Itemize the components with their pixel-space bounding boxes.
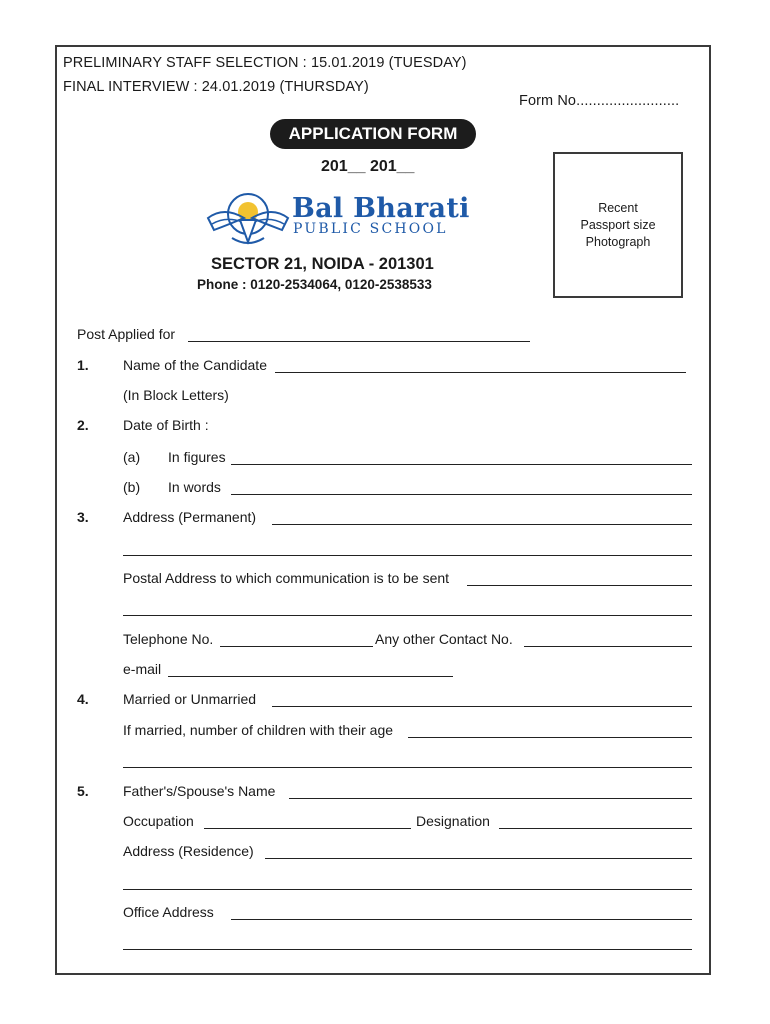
post-applied-field[interactable] <box>188 341 530 342</box>
designation-label: Designation <box>416 813 490 829</box>
form-title: APPLICATION FORM <box>270 119 476 149</box>
residence-address-label: Address (Residence) <box>123 843 254 859</box>
school-name: Bal Bharati <box>292 193 470 224</box>
father-spouse-name-label: Father's/Spouse's Name <box>123 783 276 799</box>
residence-address-field-2[interactable] <box>123 889 692 890</box>
email-field[interactable] <box>168 676 453 677</box>
postal-address-field[interactable] <box>467 585 692 586</box>
school-subtitle: PUBLIC SCHOOL <box>293 221 448 237</box>
other-contact-label: Any other Contact No. <box>375 631 513 647</box>
block-letters-note: (In Block Letters) <box>123 387 229 403</box>
item-number-5: 5. <box>77 783 89 799</box>
item-number-2: 2. <box>77 417 89 433</box>
postal-address-label: Postal Address to which communication is to be sent <box>123 570 450 586</box>
residence-address-field[interactable] <box>265 858 692 859</box>
item-number-4: 4. <box>77 691 89 707</box>
office-address-field[interactable] <box>231 919 692 920</box>
dob-b-marker: (b) <box>123 479 141 495</box>
dob-words-label: In words <box>168 479 221 495</box>
dob-label: Date of Birth : <box>123 417 209 433</box>
photo-label-line1: Recent <box>598 201 638 215</box>
dob-figures-field[interactable] <box>231 464 692 465</box>
email-label: e-mail <box>123 661 162 677</box>
form-number: Form No......................... <box>519 93 680 109</box>
father-spouse-name-field[interactable] <box>289 798 692 799</box>
occupation-label: Occupation <box>123 813 194 829</box>
item-number-3: 3. <box>77 509 89 525</box>
telephone-field[interactable] <box>220 646 373 647</box>
dob-a-marker: (a) <box>123 449 141 465</box>
marital-status-field[interactable] <box>272 706 692 707</box>
photo-label-line3: Photograph <box>585 235 651 249</box>
children-label: If married, number of children with their age <box>123 722 394 738</box>
candidate-name-label: Name of the Candidate <box>123 357 267 373</box>
school-address: SECTOR 21, NOIDA - 201301 <box>211 255 434 273</box>
telephone-label: Telephone No. <box>123 631 214 647</box>
other-contact-field[interactable] <box>524 646 692 647</box>
candidate-name-field[interactable] <box>275 372 686 373</box>
dob-words-field[interactable] <box>231 494 692 495</box>
post-applied-label: Post Applied for <box>77 326 176 342</box>
children-field-2[interactable] <box>123 767 692 768</box>
photo-box[interactable] <box>553 152 683 298</box>
photo-label-line2: Passport size <box>580 218 656 232</box>
postal-address-field-2[interactable] <box>123 615 692 616</box>
designation-field[interactable] <box>499 828 692 829</box>
permanent-address-field-2[interactable] <box>123 555 692 556</box>
final-interview-date: FINAL INTERVIEW : 24.01.2019 (THURSDAY) <box>63 79 369 95</box>
school-logo-icon <box>204 184 292 250</box>
preliminary-selection-date: PRELIMINARY STAFF SELECTION : 15.01.2019 (TUESDAY) <box>63 55 467 71</box>
children-field[interactable] <box>408 737 692 738</box>
permanent-address-label: Address (Permanent) <box>123 509 257 525</box>
item-number-1: 1. <box>77 357 89 373</box>
office-address-field-2[interactable] <box>123 949 692 950</box>
school-phone: Phone : 0120-2534064, 0120-2538533 <box>197 277 432 292</box>
dob-figures-label: In figures <box>168 449 226 465</box>
occupation-field[interactable] <box>204 828 411 829</box>
marital-status-label: Married or Unmarried <box>123 691 257 707</box>
session-years: 201__ 201__ <box>321 158 415 175</box>
office-address-label: Office Address <box>123 904 214 920</box>
permanent-address-field[interactable] <box>272 524 692 525</box>
